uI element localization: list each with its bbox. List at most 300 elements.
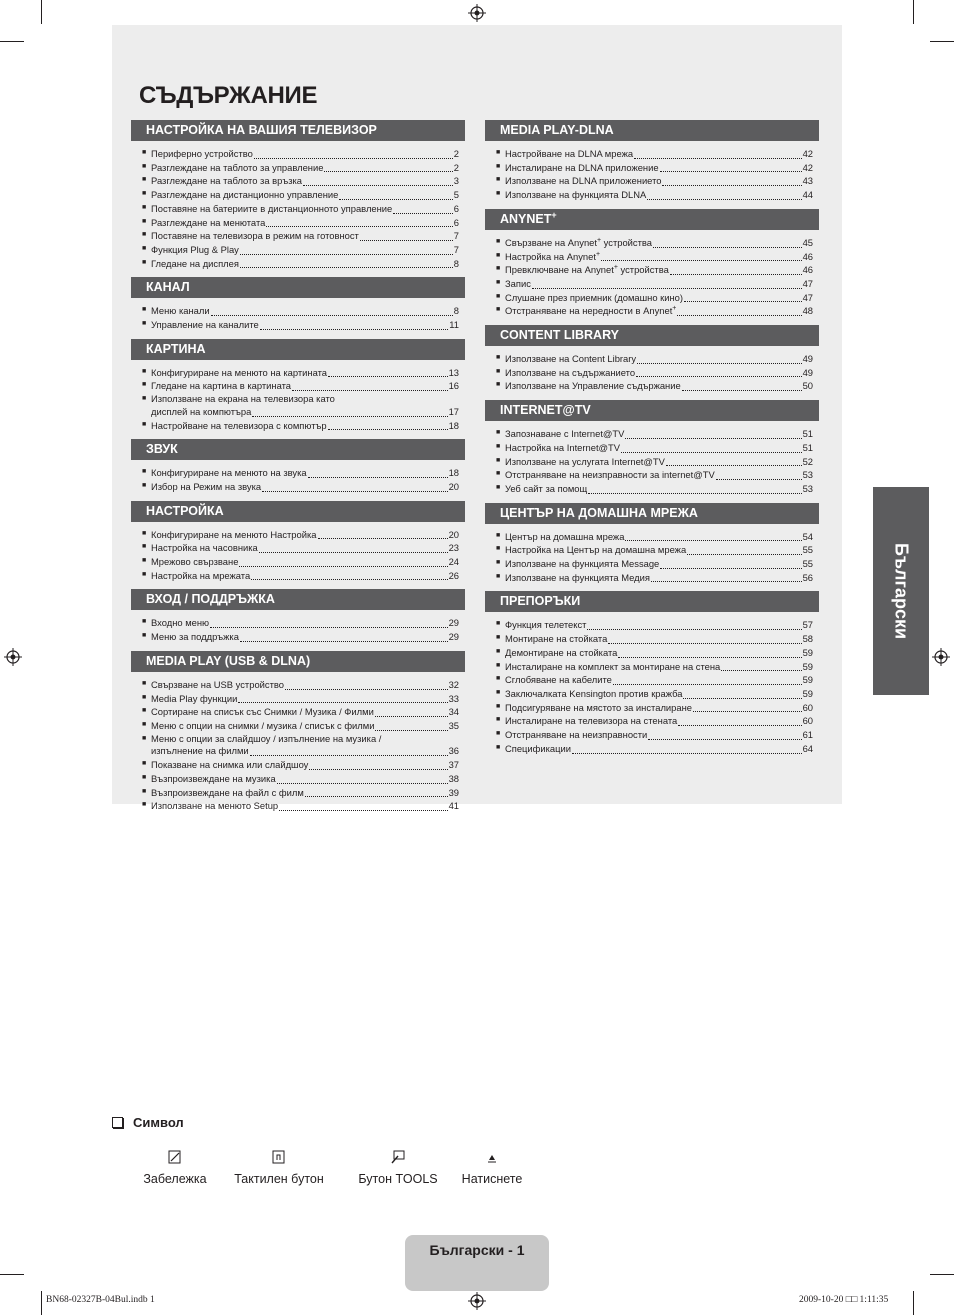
entry-text: Превключване на Anynet (505, 264, 614, 276)
entry-page: 23 (448, 542, 459, 554)
entry-text-group (151, 258, 239, 271)
toc-entry (496, 174, 813, 188)
bullet-icon: ■ (496, 470, 501, 478)
tactile-button-icon (272, 1150, 286, 1164)
entry-text-group (505, 367, 635, 380)
entry-text: Функция Plug & Play (151, 243, 239, 255)
section-title: НАСТРОЙКА НА ВАШИЯ ТЕЛЕВИЗОР (146, 123, 377, 137)
checkbox-square-icon (112, 1117, 123, 1128)
section-header (131, 501, 465, 522)
entry-text: Сглобяване на кабелите (505, 674, 612, 686)
bullet-icon: ■ (142, 420, 147, 428)
entry-page: 59 (802, 674, 813, 686)
entry-text-group (505, 353, 636, 366)
dot-leader (393, 212, 453, 214)
entry-text-group (505, 544, 686, 557)
entry-text-group (151, 162, 323, 175)
toc-entry (496, 646, 813, 660)
entry-page: 48 (802, 305, 813, 317)
section-title: ВХОД / ПОДДРЪЖКА (146, 592, 275, 607)
entry-list (485, 147, 819, 202)
entry-text-group (151, 367, 327, 380)
entry-text: Подсигуряване на мястото за инсталиране (505, 701, 692, 713)
toc-entry (496, 468, 813, 482)
toc-entry (142, 692, 459, 706)
entry-page: 59 (802, 646, 813, 658)
toc-entry-continued (142, 406, 459, 419)
dot-leader (608, 642, 801, 644)
bullet-icon: ■ (142, 395, 147, 403)
section-title: КАРТИНА (146, 341, 206, 356)
entry-page: 42 (802, 161, 813, 173)
toc-entry (496, 352, 813, 366)
toc-entry (142, 758, 459, 772)
dot-leader (588, 492, 801, 494)
bullet-icon: ■ (142, 190, 147, 198)
dot-leader (637, 362, 801, 364)
bullet-icon: ■ (142, 529, 147, 537)
entry-page: 13 (448, 366, 459, 378)
bullet-icon: ■ (142, 320, 147, 328)
bullet-icon: ■ (496, 251, 501, 259)
note-icon (168, 1150, 182, 1164)
dot-leader (670, 273, 802, 275)
toc-section (131, 277, 465, 331)
entry-text: Свързване на USB устройство (151, 678, 284, 690)
entry-text-group (505, 674, 612, 687)
entry-superscript: + (613, 264, 618, 272)
crop-mark (930, 41, 954, 42)
entry-text-group (151, 244, 239, 257)
toc-entry (496, 455, 813, 469)
entry-text-group (505, 572, 650, 585)
bullet-icon: ■ (496, 483, 501, 491)
toc-entry (496, 379, 813, 393)
entry-text-group (151, 679, 284, 692)
dot-leader (360, 239, 453, 241)
entry-text-group (505, 148, 633, 161)
entry-text: Използване на Управление съдържание (505, 380, 681, 392)
bullet-icon: ■ (142, 801, 147, 809)
registration-mark-icon (468, 1292, 486, 1310)
entry-text: Функция телетекст (505, 619, 587, 631)
symbol-label: Забележка (143, 1172, 207, 1186)
entry-text-group (505, 278, 531, 291)
toc-section (131, 501, 465, 583)
toc-entry (496, 236, 813, 250)
dot-leader (721, 669, 801, 671)
entry-text-group (151, 556, 238, 569)
bullet-icon: ■ (142, 258, 147, 266)
dot-leader (662, 184, 801, 186)
bullet-icon: ■ (496, 545, 501, 553)
dot-leader (318, 537, 448, 539)
entry-text-group (151, 570, 250, 583)
toc-entry (496, 188, 813, 202)
registration-mark-icon (932, 648, 950, 666)
bullet-icon: ■ (496, 688, 501, 696)
toc-entry (142, 202, 459, 216)
bullet-icon: ■ (496, 634, 501, 642)
section-header (131, 339, 465, 360)
dot-leader (618, 656, 801, 658)
dot-leader (308, 476, 448, 478)
entry-text: Център на домашна мрежа (505, 530, 625, 542)
dot-leader (693, 710, 802, 712)
symbol-tactile-button (232, 1150, 326, 1186)
entry-page: 42 (802, 148, 813, 159)
dot-leader (262, 490, 447, 492)
bullet-icon: ■ (496, 647, 501, 655)
toc-section (485, 209, 819, 318)
entry-text-group (151, 617, 209, 630)
bullet-icon: ■ (496, 149, 501, 156)
entry-page: 59 (802, 660, 813, 672)
section-title: НАСТРОЙКА (146, 503, 224, 518)
entry-text-group (151, 189, 338, 202)
dot-leader (621, 451, 802, 453)
dot-leader (328, 375, 448, 377)
entry-page: 41 (448, 800, 459, 812)
entry-text: дисплей на компютъра (151, 405, 252, 417)
entry-page: 44 (802, 189, 813, 201)
entry-text-group (151, 529, 317, 542)
entry-list (131, 528, 465, 583)
entry-text: Поставяне на телевизора в режим на готовност (151, 230, 359, 242)
entry-text-group (151, 773, 276, 786)
dot-leader (305, 795, 448, 797)
toc-entry (142, 257, 459, 271)
entry-text-group (151, 631, 239, 644)
entry-text-group (151, 759, 308, 772)
page-number-label: Български - 1 (429, 1242, 525, 1258)
toc-section (131, 651, 465, 813)
toc-entry (142, 243, 459, 257)
bullet-icon: ■ (496, 176, 501, 184)
toc-entry (142, 188, 459, 202)
bullet-icon: ■ (496, 292, 501, 300)
symbol-press (458, 1150, 526, 1186)
entry-text-group (505, 162, 659, 175)
bullet-icon: ■ (496, 572, 501, 580)
toc-entry (496, 618, 813, 632)
dot-leader (211, 314, 453, 316)
bullet-icon: ■ (496, 702, 501, 710)
bullet-icon: ■ (496, 559, 501, 567)
entry-page: 60 (802, 701, 813, 713)
entry-text: Управление на каналите (151, 319, 259, 331)
toc-entry (142, 678, 459, 692)
entry-text: Избор на Режим на звука (151, 480, 262, 492)
bullet-icon: ■ (496, 237, 501, 245)
entry-text-group (505, 743, 571, 756)
entry-page: 47 (802, 291, 813, 303)
registration-mark-icon (4, 648, 22, 666)
bullet-icon: ■ (142, 773, 147, 781)
entry-text-group (505, 633, 607, 646)
crop-mark (913, 0, 914, 24)
entry-text: Използване на DLNA приложението (505, 175, 662, 187)
dot-leader (240, 266, 453, 268)
bullet-icon: ■ (496, 675, 501, 683)
toc-entry (142, 705, 459, 719)
entry-text-group (151, 542, 258, 555)
dot-leader (303, 184, 453, 186)
toc-entry (496, 366, 813, 380)
toc-left-column (131, 120, 465, 820)
bullet-icon: ■ (142, 367, 147, 375)
toc-entry (496, 742, 813, 756)
page-title: СЪДЪРЖАНИЕ (139, 82, 318, 109)
entry-text: Разглеждане на таблото за управление (151, 161, 324, 173)
entry-list (131, 678, 465, 813)
toc-entry (496, 673, 813, 687)
toc-entry (496, 543, 813, 557)
bullet-icon: ■ (496, 531, 501, 539)
entry-page: 60 (802, 715, 813, 727)
toc-entry (142, 772, 459, 786)
entry-text-group (151, 481, 261, 494)
entry-text: Монтиране на стойката (505, 633, 608, 645)
entry-text-group (151, 467, 307, 480)
entry-text: Конфигуриране на менюто на картината (151, 366, 327, 378)
dot-leader (251, 578, 447, 580)
entry-page: 45 (802, 236, 813, 248)
dot-leader (572, 752, 802, 754)
toc-section (485, 591, 819, 755)
toc-entry (496, 441, 813, 455)
dot-leader (651, 580, 802, 582)
bullet-icon: ■ (142, 468, 147, 476)
entry-text-group (505, 531, 624, 544)
entry-page: 2 (453, 161, 459, 173)
dot-leader (716, 478, 802, 480)
entry-text: Настройка на Internet@TV (505, 441, 621, 453)
dot-leader (683, 697, 801, 699)
entry-text-group (505, 729, 647, 742)
entry-text-group (505, 292, 683, 305)
entry-page: 59 (802, 687, 813, 699)
bullet-icon: ■ (496, 306, 501, 314)
bullet-icon: ■ (142, 734, 147, 742)
bullet-icon: ■ (496, 716, 501, 724)
entry-text: Заключалката Kensington против кражба (505, 687, 683, 699)
toc-entry (142, 786, 459, 800)
entry-text-group (151, 230, 359, 243)
entry-text-group (505, 428, 624, 441)
entry-text: Отстраняване на нередности в Anynet (505, 305, 673, 317)
entry-page: 49 (802, 353, 813, 365)
toc-entry (142, 174, 459, 188)
toc-entry-continued (142, 745, 459, 758)
entry-text: Настройка на часовника (151, 542, 258, 554)
bullet-icon: ■ (496, 381, 501, 389)
entry-text: Настройване на телевизора с компютър (151, 419, 327, 431)
dot-leader (259, 551, 448, 553)
entry-text-group (505, 661, 720, 674)
entry-text: Демонтиране на стойката (505, 646, 618, 658)
toc-entry (142, 366, 459, 380)
entry-text: Разглеждане на таблото за връзка (151, 175, 303, 187)
toc-entry (142, 528, 459, 542)
entry-text: Разглеждане на дистанционно управление (151, 189, 339, 201)
entry-page: 51 (802, 441, 813, 453)
entry-text-group (151, 693, 237, 706)
entry-superscript: + (595, 250, 601, 258)
toc-entry (496, 571, 813, 585)
dot-leader (647, 198, 801, 200)
toc-section (485, 120, 819, 202)
entry-page: 29 (448, 617, 459, 629)
section-header (485, 120, 819, 141)
dot-leader (660, 567, 801, 569)
entry-text: Използване на екрана на телевизора като (151, 393, 335, 405)
entry-page: 33 (448, 692, 459, 704)
toc-right-column (485, 120, 819, 763)
entry-page: 61 (802, 729, 813, 741)
dot-leader (292, 389, 448, 391)
entry-page: 3 (453, 175, 459, 187)
entry-text: Свързване на Anynet (505, 236, 597, 248)
toc-entry (142, 616, 459, 630)
entry-page: 29 (448, 631, 459, 643)
toc-entry (496, 161, 813, 175)
toc-entry (496, 660, 813, 674)
toc-entry (142, 161, 459, 175)
crop-mark (0, 1274, 24, 1275)
section-title: КАНАЛ (146, 280, 190, 295)
entry-text: Уеб сайт за помощ (505, 482, 588, 494)
section-header (131, 120, 465, 141)
entry-text: Използване на менюто Setup (151, 800, 279, 812)
section-header (131, 589, 465, 610)
dot-leader (279, 809, 447, 811)
toc-entry (496, 304, 813, 318)
entry-list (485, 236, 819, 318)
entry-list (131, 147, 465, 270)
section-title: ANYNET (500, 211, 552, 226)
bullet-icon: ■ (496, 661, 501, 669)
bullet-icon: ■ (142, 707, 147, 715)
side-tab-label: Български (891, 542, 912, 640)
dot-leader (210, 626, 447, 628)
dot-leader (613, 683, 802, 685)
toc-entry (142, 466, 459, 480)
section-title-superscript: + (551, 209, 557, 220)
dot-leader (266, 225, 452, 227)
toc-section (485, 400, 819, 496)
entry-list (131, 366, 465, 433)
section-title: ЦЕНТЪР НА ДОМАШНА МРЕЖА (500, 505, 698, 520)
tools-button-icon (391, 1150, 405, 1164)
toc-entry (142, 799, 459, 813)
entry-superscript: + (672, 305, 677, 313)
bullet-icon: ■ (142, 231, 147, 239)
entry-page: 53 (802, 482, 813, 494)
dot-leader (240, 253, 453, 255)
entry-text: Използване на функцията Message (505, 558, 660, 570)
toc-entry (496, 728, 813, 742)
toc-entry (496, 147, 813, 161)
entry-text-group (151, 380, 291, 393)
entry-text: Меню за поддръжка (151, 631, 239, 643)
crop-mark (930, 1274, 954, 1275)
toc-entry (496, 701, 813, 715)
dot-leader (532, 287, 802, 289)
entry-text: Меню с опции на снимки / музика / списък с филми (151, 719, 375, 731)
entry-page: 47 (802, 277, 813, 289)
registration-mark-icon (468, 4, 486, 22)
entry-page: 32 (448, 678, 459, 690)
entry-page: 16 (448, 380, 459, 392)
entry-text-group (505, 715, 677, 728)
entry-text: Сортиране на списък със Снимки / Музика / Филми (151, 706, 374, 718)
entry-page: 58 (802, 633, 813, 645)
symbol-label: Бутон TOOLS (358, 1172, 438, 1186)
dot-leader (648, 738, 801, 740)
bullet-icon: ■ (496, 456, 501, 464)
entry-text-group (505, 442, 620, 455)
entry-text-group (151, 305, 210, 318)
entry-page: 18 (448, 467, 459, 479)
bullet-icon: ■ (142, 787, 147, 795)
entry-page: 8 (453, 305, 459, 317)
entry-page: 34 (448, 706, 459, 718)
toc-entry (142, 318, 459, 332)
entry-text-group (151, 720, 374, 733)
toc-entry (142, 733, 459, 746)
entry-text-group (151, 148, 253, 161)
bullet-icon: ■ (142, 693, 147, 701)
toc-entry (496, 482, 813, 496)
entry-page: 52 (802, 455, 813, 467)
entry-page: 11 (449, 319, 459, 331)
dot-leader (250, 754, 448, 756)
dot-leader (285, 688, 448, 690)
toc-entry (142, 304, 459, 318)
dot-leader (240, 640, 448, 642)
bullet-icon: ■ (142, 570, 147, 578)
toc-section (485, 503, 819, 585)
entry-page: 56 (802, 571, 813, 583)
entry-text: Отстраняване на неизправности (505, 729, 648, 741)
entry-text-group (505, 189, 646, 202)
bullet-icon: ■ (496, 354, 501, 362)
entry-page: 20 (448, 480, 459, 492)
footer-datetime: 2009-10-20 □□ 1:11:35 (799, 1295, 889, 1305)
entry-text: Използване на съдържанието (505, 366, 636, 378)
entry-page: 18 (448, 419, 459, 431)
entry-text-group (505, 483, 587, 496)
entry-page: 2 (453, 148, 459, 159)
entry-list (131, 466, 465, 493)
entry-page: 6 (453, 202, 459, 214)
toc-entry (142, 719, 459, 733)
bullet-icon: ■ (496, 162, 501, 170)
entry-list (485, 427, 819, 496)
dot-leader (277, 782, 448, 784)
section-header (485, 503, 819, 524)
entry-page: 36 (448, 745, 459, 757)
dot-leader (682, 389, 802, 391)
toc-entry (496, 632, 813, 646)
toc-entry (496, 291, 813, 305)
press-icon (485, 1150, 499, 1164)
entry-text-group (151, 706, 374, 719)
toc-section (485, 325, 819, 393)
bullet-icon: ■ (142, 481, 147, 489)
dot-leader (375, 729, 447, 731)
